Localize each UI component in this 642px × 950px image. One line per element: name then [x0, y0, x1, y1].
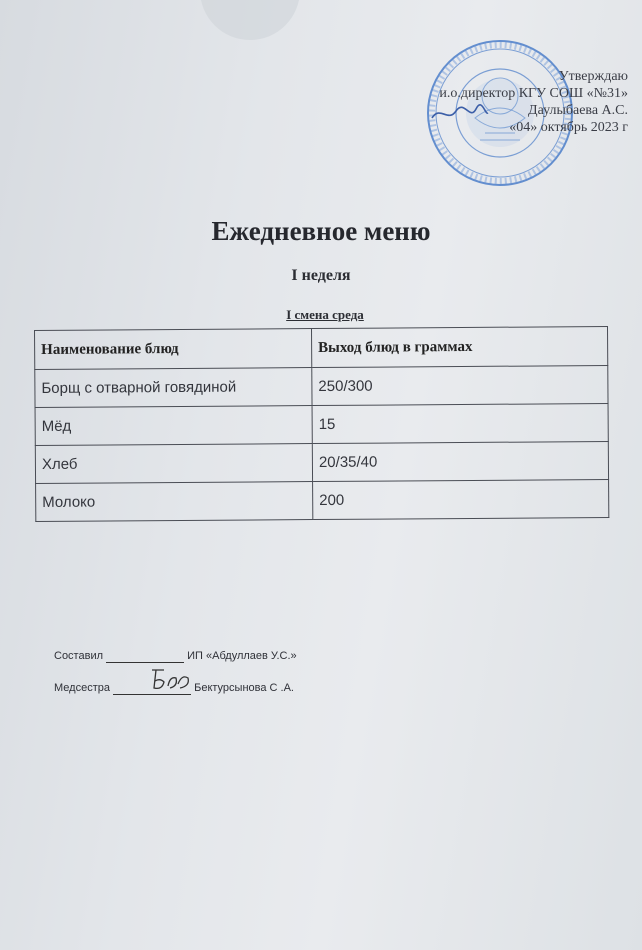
table-row	[35, 441, 608, 483]
dish-name: Борщ с отварной говядиной	[35, 368, 312, 408]
approval-name: Даулыбаева А.С.	[528, 103, 628, 118]
table-row	[35, 365, 608, 407]
dish-name: Мёд	[35, 406, 312, 446]
page-title: Ежедневное меню	[211, 216, 431, 246]
nurse-signature	[148, 664, 192, 694]
nurse-label: Медсестра	[54, 682, 110, 694]
dish-weight: 250/300	[312, 365, 608, 405]
signature-line	[106, 650, 184, 663]
compiled-label: Составил	[54, 650, 104, 662]
approval-position: и.о.директор КГУ СОШ «№31»	[439, 86, 628, 101]
shift-label: I смена среда	[286, 307, 364, 322]
approval-block	[439, 68, 628, 136]
compiled-by-name: ИП «Абдуллаев У.С.»	[187, 650, 297, 662]
column-header-weight: Выход блюд в граммах	[311, 326, 607, 367]
director-signature	[430, 103, 490, 125]
dish-weight: 20/35/40	[312, 441, 608, 481]
approval-date: «04» октябрь 2023 г	[509, 120, 628, 135]
week-label: I неделя	[291, 267, 351, 284]
nurse-name: Бектурсынова С .А.	[194, 682, 294, 694]
dish-weight: 15	[312, 403, 608, 443]
table-row	[36, 479, 609, 521]
approval-title: Утверждаю	[558, 69, 628, 84]
dish-weight: 200	[313, 479, 609, 519]
page-shadow	[200, 0, 300, 40]
dish-name: Хлеб	[35, 444, 312, 484]
compiled-by-line	[54, 650, 297, 663]
column-header-dish: Наименование блюд	[35, 329, 312, 370]
table-row	[35, 403, 608, 445]
dish-name: Молоко	[36, 482, 313, 522]
table-header-row	[35, 326, 608, 369]
menu-table	[34, 326, 609, 522]
